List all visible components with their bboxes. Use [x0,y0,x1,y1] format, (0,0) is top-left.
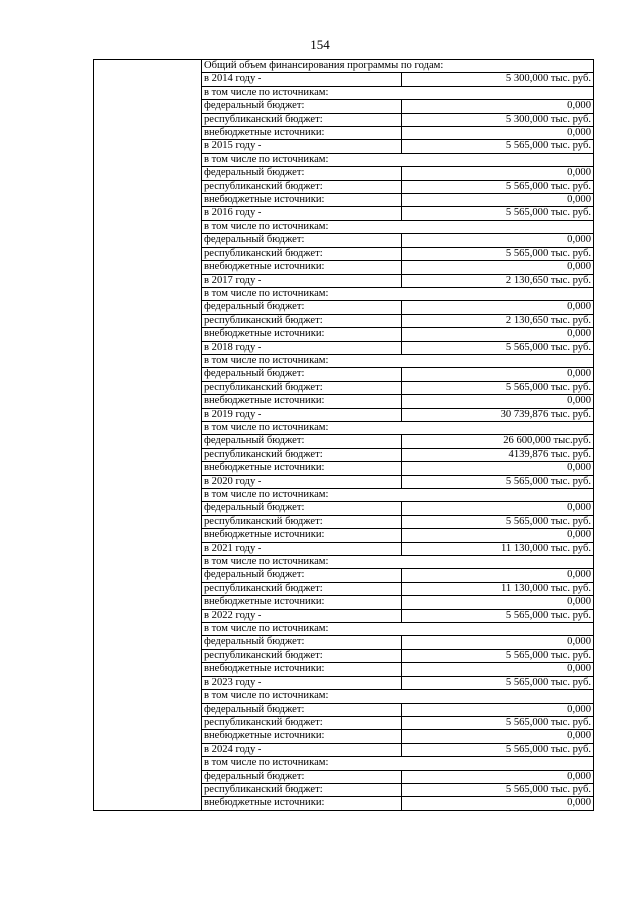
source-label: федеральный бюджет: [202,770,402,783]
source-label: внебюджетные источники: [202,797,402,810]
year-total: 30 739,876 тыс. руб. [402,408,594,421]
source-label: республиканский бюджет: [202,515,402,528]
source-label: федеральный бюджет: [202,167,402,180]
source-label: республиканский бюджет: [202,649,402,662]
year-label: в 2016 году - [202,207,402,220]
year-label: в 2020 году - [202,475,402,488]
year-total: 5 565,000 тыс. руб. [402,676,594,689]
source-value: 0,000 [402,167,594,180]
source-label: внебюджетные источники: [202,462,402,475]
source-value: 0,000 [402,301,594,314]
sources-subheader: в том числе по источникам: [202,421,594,434]
left-empty-column [94,60,202,811]
source-label: республиканский бюджет: [202,582,402,595]
source-label: внебюджетные источники: [202,328,402,341]
source-label: внебюджетные источники: [202,261,402,274]
table-row-header [94,60,594,73]
source-label: внебюджетные источники: [202,194,402,207]
source-value: 0,000 [402,462,594,475]
year-label: в 2019 году - [202,408,402,421]
source-label: внебюджетные источники: [202,529,402,542]
source-value: 5 300,000 тыс. руб. [402,113,594,126]
source-value: 0,000 [402,569,594,582]
source-label: республиканский бюджет: [202,247,402,260]
source-value: 2 130,650 тыс. руб. [402,314,594,327]
funding-header: Общий объем финансирования программы по годам: [202,60,594,73]
source-label: федеральный бюджет: [202,435,402,448]
year-label: в 2022 году - [202,609,402,622]
year-label: в 2021 году - [202,542,402,555]
sources-subheader: в том числе по источникам: [202,287,594,300]
source-value: 0,000 [402,368,594,381]
source-label: внебюджетные источники: [202,127,402,140]
source-value: 0,000 [402,261,594,274]
year-label: в 2023 году - [202,676,402,689]
year-total: 5 565,000 тыс. руб. [402,207,594,220]
source-label: республиканский бюджет: [202,180,402,193]
source-label: республиканский бюджет: [202,716,402,729]
source-value: 5 565,000 тыс. руб. [402,180,594,193]
funding-table-body [94,60,594,811]
source-label: федеральный бюджет: [202,569,402,582]
year-label: в 2014 году - [202,73,402,86]
sources-subheader: в том числе по источникам: [202,556,594,569]
source-value: 5 565,000 тыс. руб. [402,515,594,528]
source-label: республиканский бюджет: [202,783,402,796]
sources-subheader: в том числе по источникам: [202,690,594,703]
source-value: 0,000 [402,663,594,676]
page-number: 154 [310,37,330,52]
source-value: 0,000 [402,770,594,783]
year-label: в 2024 году - [202,743,402,756]
source-value: 0,000 [402,596,594,609]
year-total: 2 130,650 тыс. руб. [402,274,594,287]
source-label: федеральный бюджет: [202,703,402,716]
sources-subheader: в том числе по источникам: [202,86,594,99]
sources-subheader: в том числе по источникам: [202,489,594,502]
source-value: 0,000 [402,730,594,743]
source-label: внебюджетные источники: [202,596,402,609]
source-value: 0,000 [402,529,594,542]
source-label: республиканский бюджет: [202,314,402,327]
sources-subheader: в том числе по источникам: [202,220,594,233]
year-label: в 2017 году - [202,274,402,287]
source-label: республиканский бюджет: [202,113,402,126]
source-label: федеральный бюджет: [202,234,402,247]
sources-subheader: в том числе по источникам: [202,623,594,636]
source-label: федеральный бюджет: [202,368,402,381]
source-value: 5 565,000 тыс. руб. [402,783,594,796]
funding-table [93,59,594,811]
year-total: 5 565,000 тыс. руб. [402,341,594,354]
source-value: 5 565,000 тыс. руб. [402,247,594,260]
source-value: 0,000 [402,797,594,810]
source-value: 0,000 [402,502,594,515]
source-value: 0,000 [402,703,594,716]
sources-subheader: в том числе по источникам: [202,354,594,367]
year-label: в 2015 году - [202,140,402,153]
sources-subheader: в том числе по источникам: [202,153,594,166]
source-value: 0,000 [402,127,594,140]
source-label: республиканский бюджет: [202,448,402,461]
year-total: 5 565,000 тыс. руб. [402,609,594,622]
source-value: 0,000 [402,100,594,113]
source-label: федеральный бюджет: [202,301,402,314]
source-value: 4139,876 тыс. руб. [402,448,594,461]
source-label: федеральный бюджет: [202,502,402,515]
year-label: в 2018 году - [202,341,402,354]
source-value: 0,000 [402,194,594,207]
source-value: 5 565,000 тыс. руб. [402,649,594,662]
year-total: 5 300,000 тыс. руб. [402,73,594,86]
sources-subheader: в том числе по источникам: [202,757,594,770]
source-value: 0,000 [402,636,594,649]
source-label: внебюджетные источники: [202,730,402,743]
source-value: 11 130,000 тыс. руб. [402,582,594,595]
source-value: 5 565,000 тыс. руб. [402,381,594,394]
source-value: 0,000 [402,328,594,341]
year-total: 5 565,000 тыс. руб. [402,743,594,756]
source-label: федеральный бюджет: [202,100,402,113]
source-label: внебюджетные источники: [202,663,402,676]
source-value: 5 565,000 тыс. руб. [402,716,594,729]
year-total: 11 130,000 тыс. руб. [402,542,594,555]
year-total: 5 565,000 тыс. руб. [402,475,594,488]
source-label: федеральный бюджет: [202,636,402,649]
source-label: республиканский бюджет: [202,381,402,394]
year-total: 5 565,000 тыс. руб. [402,140,594,153]
source-value: 26 600,000 тыс.руб. [402,435,594,448]
source-label: внебюджетные источники: [202,395,402,408]
source-value: 0,000 [402,234,594,247]
source-value: 0,000 [402,395,594,408]
